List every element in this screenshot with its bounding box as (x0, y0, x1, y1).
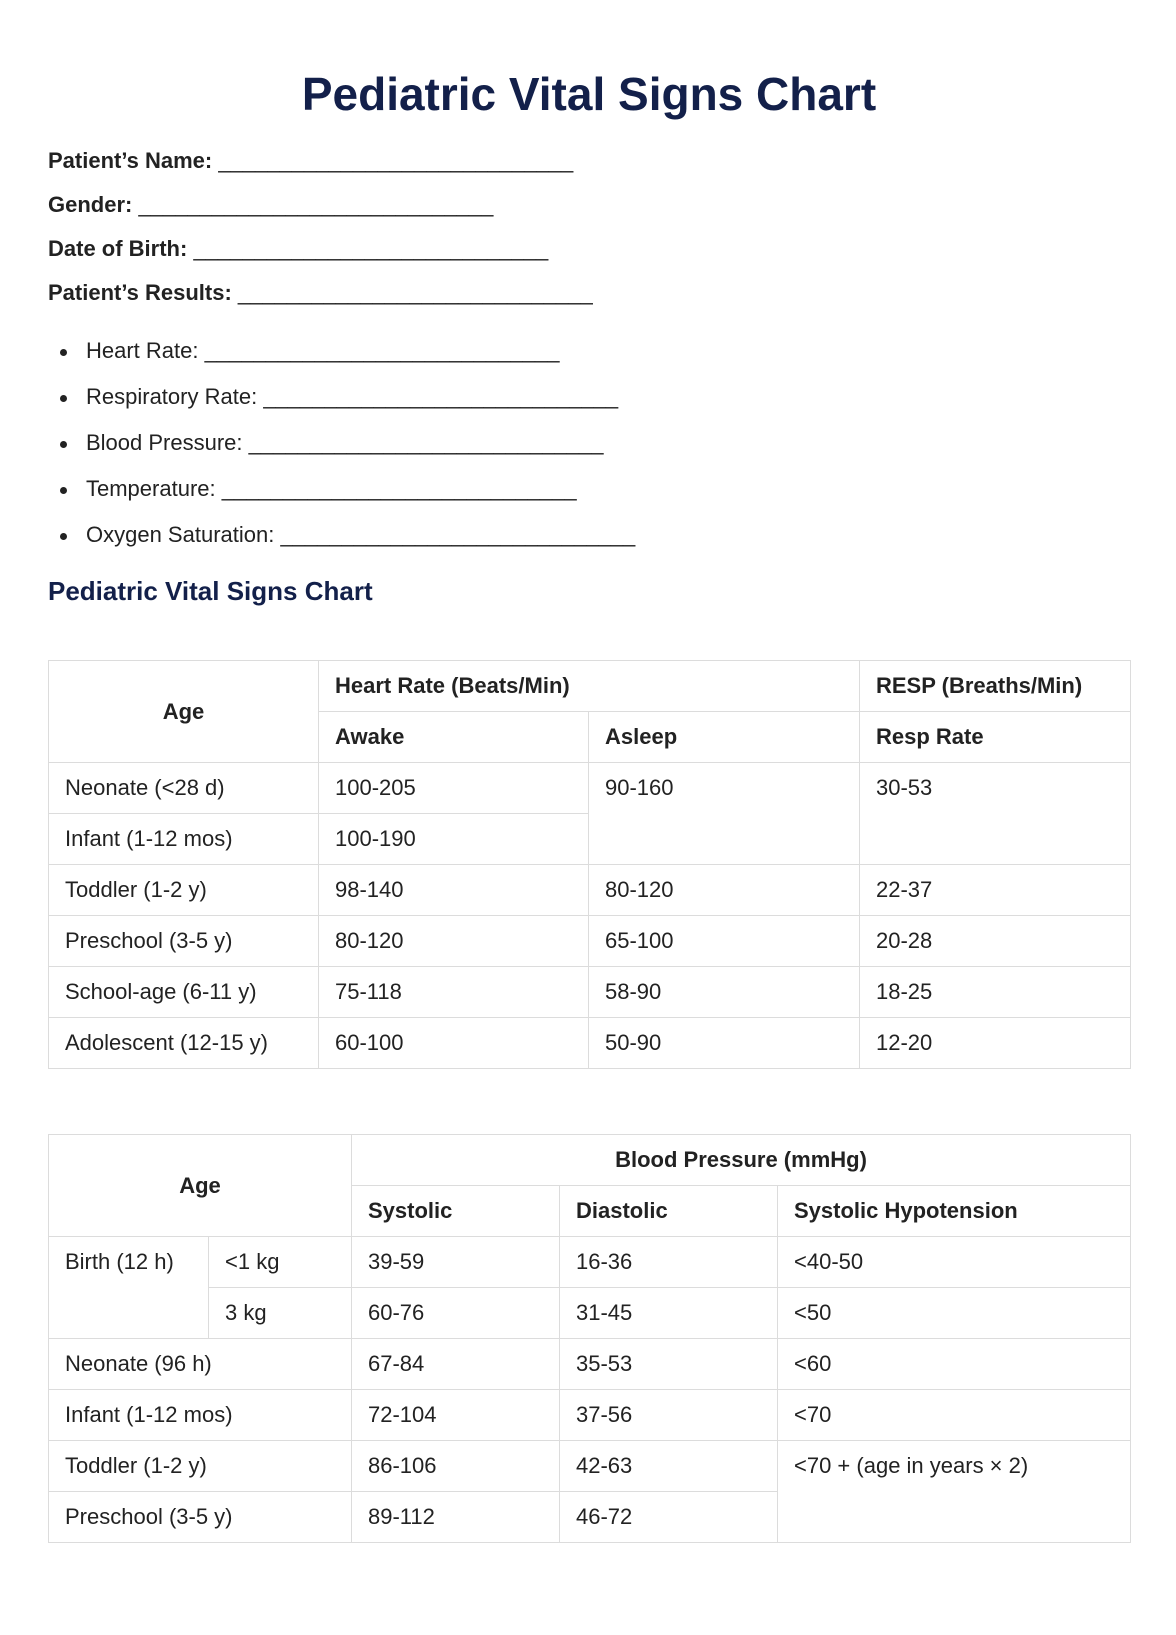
cell-resp: 18-25 (860, 967, 1131, 1018)
cell-age: School-age (6-11 y) (49, 967, 319, 1018)
date-of-birth-field (48, 234, 548, 264)
cell-systolic: 67-84 (352, 1339, 560, 1390)
gender-field (48, 190, 493, 220)
header-age: Age (49, 1135, 352, 1237)
cell-diastolic: 42-63 (560, 1441, 778, 1492)
section-title: Pediatric Vital Signs Chart (48, 576, 373, 606)
header-resp: RESP (Breaths/Min) (860, 661, 1131, 712)
header-resp-rate: Resp Rate (860, 712, 1131, 763)
date-of-birth-blank: _____________________________ (193, 236, 549, 261)
cell-resp: 12-20 (860, 1018, 1131, 1069)
cell-resp: 20-28 (860, 916, 1131, 967)
cell-awake: 100-190 (319, 814, 589, 865)
gender-blank: _____________________________ (138, 192, 494, 217)
cell-age: Neonate (96 h) (49, 1339, 352, 1390)
page-bottom-margin (0, 1555, 1176, 1635)
cell-asleep: 80-120 (589, 865, 860, 916)
header-age: Age (49, 661, 319, 763)
cell-diastolic: 37-56 (560, 1390, 778, 1441)
cell-resp: 22-37 (860, 865, 1131, 916)
table-row (49, 1237, 1131, 1288)
cell-awake: 80-120 (319, 916, 589, 967)
patient-name-blank: _____________________________ (218, 148, 574, 173)
blood-pressure-table (48, 1134, 1131, 1543)
cell-resp: 30-53 (860, 763, 1131, 865)
table-header-row (49, 1135, 1131, 1186)
cell-weight: 3 kg (209, 1288, 352, 1339)
results-item-heart-rate: Heart Rate: _____________________________ (48, 336, 635, 382)
cell-age: Infant (1-12 mos) (49, 814, 319, 865)
results-list (48, 336, 635, 566)
cell-diastolic: 35-53 (560, 1339, 778, 1390)
cell-weight: <1 kg (209, 1237, 352, 1288)
cell-asleep: 58-90 (589, 967, 860, 1018)
table-row (49, 967, 1131, 1018)
cell-systolic: 39-59 (352, 1237, 560, 1288)
results-blank: _____________________________ (280, 522, 636, 547)
cell-hypotension: <40-50 (778, 1237, 1131, 1288)
cell-age: Neonate (<28 d) (49, 763, 319, 814)
table-row (49, 763, 1131, 814)
results-item-oxygen-saturation: Oxygen Saturation: _____________________________ (48, 520, 635, 566)
cell-diastolic: 16-36 (560, 1237, 778, 1288)
cell-asleep: 50-90 (589, 1018, 860, 1069)
patient-results-field (48, 278, 593, 308)
header-diastolic: Diastolic (560, 1186, 778, 1237)
results-blank: _____________________________ (248, 430, 604, 455)
cell-age: Preschool (3-5 y) (49, 1492, 352, 1543)
cell-hypotension: <70 (778, 1390, 1131, 1441)
cell-awake: 100-205 (319, 763, 589, 814)
results-item-blood-pressure: Blood Pressure: _____________________________ (48, 428, 635, 474)
results-blank: _____________________________ (204, 338, 560, 363)
cell-asleep: 65-100 (589, 916, 860, 967)
cell-age: Toddler (1-2 y) (49, 865, 319, 916)
table-row (49, 1339, 1131, 1390)
header-systolic: Systolic (352, 1186, 560, 1237)
results-blank: _____________________________ (221, 476, 577, 501)
results-item-respiratory-rate: Respiratory Rate: _____________________________ (48, 382, 635, 428)
header-asleep: Asleep (589, 712, 860, 763)
header-systolic-hypotension: Systolic Hypotension (778, 1186, 1131, 1237)
cell-age: Birth (12 h) (49, 1237, 209, 1339)
results-item-temperature: Temperature: _____________________________ (48, 474, 635, 520)
table-row (49, 865, 1131, 916)
table-row (49, 1288, 1131, 1339)
cell-diastolic: 31-45 (560, 1288, 778, 1339)
patient-results-blank: _____________________________ (237, 280, 593, 305)
cell-hypotension: <50 (778, 1288, 1131, 1339)
heart-rate-table (48, 660, 1131, 1069)
table-row (49, 1390, 1131, 1441)
patient-results-label: Patient’s Results: (48, 280, 232, 305)
cell-systolic: 72-104 (352, 1390, 560, 1441)
table-row (49, 916, 1131, 967)
table-header-row (49, 661, 1131, 712)
patient-name-field (48, 146, 573, 176)
cell-awake: 98-140 (319, 865, 589, 916)
cell-awake: 60-100 (319, 1018, 589, 1069)
table-row (49, 1018, 1131, 1069)
cell-age: Preschool (3-5 y) (49, 916, 319, 967)
results-blank: _____________________________ (263, 384, 619, 409)
cell-age: Toddler (1-2 y) (49, 1441, 352, 1492)
header-awake: Awake (319, 712, 589, 763)
header-heart-rate: Heart Rate (Beats/Min) (319, 661, 860, 712)
cell-age: Adolescent (12-15 y) (49, 1018, 319, 1069)
cell-systolic: 60-76 (352, 1288, 560, 1339)
cell-diastolic: 46-72 (560, 1492, 778, 1543)
date-of-birth-label: Date of Birth: (48, 236, 188, 261)
table-row (49, 1441, 1131, 1492)
gender-label: Gender: (48, 192, 133, 217)
cell-age: Infant (1-12 mos) (49, 1390, 352, 1441)
patient-name-label: Patient’s Name: (48, 148, 213, 173)
cell-hypotension: <60 (778, 1339, 1131, 1390)
cell-systolic: 89-112 (352, 1492, 560, 1543)
document-title: Pediatric Vital Signs Chart (301, 68, 877, 120)
cell-asleep: 90-160 (589, 763, 860, 865)
cell-hypotension: <70 + (age in years × 2) (778, 1441, 1131, 1543)
header-blood-pressure: Blood Pressure (mmHg) (352, 1135, 1131, 1186)
cell-systolic: 86-106 (352, 1441, 560, 1492)
cell-awake: 75-118 (319, 967, 589, 1018)
